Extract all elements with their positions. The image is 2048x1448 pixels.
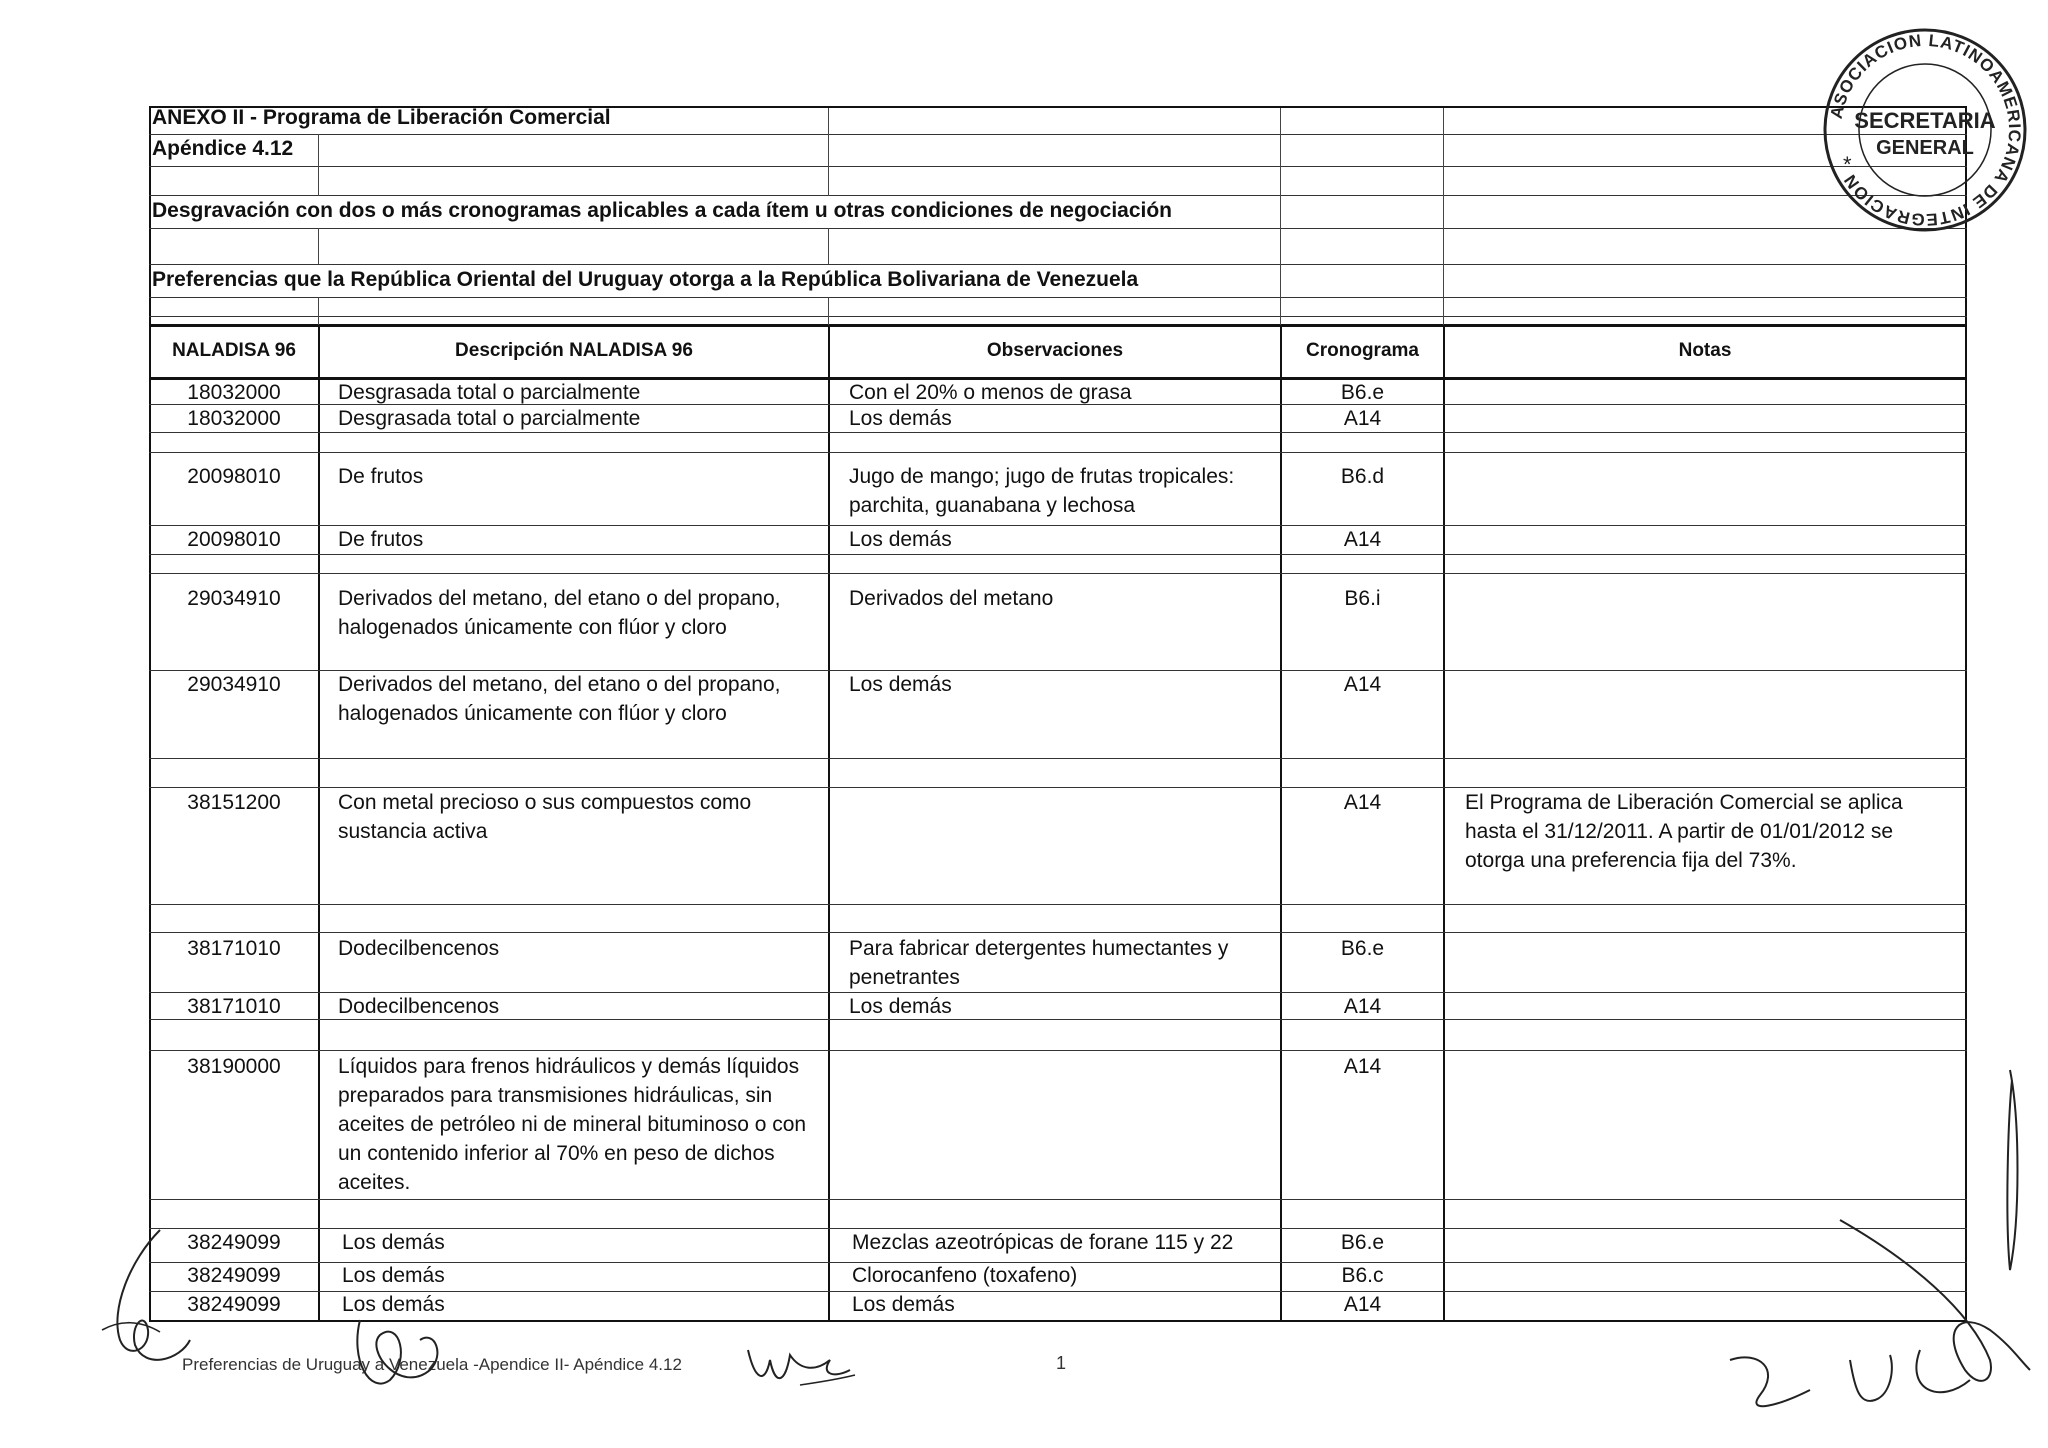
footer-text: Preferencias de Uruguay a Venezuela -Apendice II- Apéndice 4.12 bbox=[182, 1355, 682, 1374]
table-cell-desc: Dodecilbencenos bbox=[338, 937, 500, 960]
header-rule bbox=[149, 134, 1967, 135]
header-divider bbox=[318, 297, 319, 325]
table-cell-crono: B6.e bbox=[1340, 1231, 1385, 1254]
table-cell-crono: A14 bbox=[1343, 673, 1382, 696]
table-cell-obs: Jugo de mango; jugo de frutas tropicales: parchita, guanabana y lechosa bbox=[849, 465, 1235, 517]
table-cell-obs: Los demás bbox=[849, 407, 952, 430]
table-cell-obs: Derivados del metano bbox=[849, 587, 1054, 610]
table-cell-code: 20098010 bbox=[187, 528, 281, 551]
row-rule bbox=[149, 452, 1967, 453]
table-cell-obs: Para fabricar detergentes humectantes y penetrantes bbox=[849, 937, 1229, 989]
seal-stamp bbox=[1815, 20, 2035, 240]
header-divider bbox=[318, 134, 319, 196]
table-cell-obs: Los demás bbox=[849, 995, 952, 1018]
table-cell-desc: Derivados del metano, del etano o del propano, halogenados únicamente con flúor y cloro bbox=[338, 587, 781, 639]
table-cell-desc: De frutos bbox=[338, 528, 424, 551]
table-cell-crono: B6.e bbox=[1340, 381, 1385, 404]
svg-text:SECRETARIA: SECRETARIA bbox=[1854, 108, 1996, 133]
row-rule bbox=[149, 932, 1967, 933]
table-cell-code: 38249099 bbox=[187, 1231, 281, 1254]
table-cell-crono: A14 bbox=[1343, 791, 1382, 814]
table-cell-code: 29034910 bbox=[187, 587, 281, 610]
column-header-notas: Notas bbox=[1678, 340, 1732, 361]
table-cell-code: 38249099 bbox=[187, 1293, 281, 1316]
table-cell-obs: Mezclas azeotrópicas de forane 115 y 22 bbox=[852, 1231, 1234, 1254]
column-header-top-rule bbox=[149, 324, 1967, 327]
header-divider bbox=[828, 108, 829, 196]
table-cell-crono: A14 bbox=[1343, 995, 1382, 1018]
signature-right bbox=[1690, 1060, 2040, 1440]
table-cell-code: 38171010 bbox=[187, 937, 281, 960]
table-cell-crono: B6.c bbox=[1341, 1264, 1384, 1287]
header-divider bbox=[1280, 108, 1281, 298]
table-cell-code: 20098010 bbox=[187, 465, 281, 488]
header-rule bbox=[149, 264, 1967, 265]
column-header-observaciones: Observaciones bbox=[986, 340, 1124, 361]
page-number: 1 bbox=[1056, 1353, 1067, 1373]
table-cell-crono: A14 bbox=[1343, 528, 1382, 551]
svg-text:*: * bbox=[1843, 152, 1852, 177]
svg-text:ASOCIACION LATINOAMERICANA DE: ASOCIACION LATINOAMERICANA DE INTEGRACION bbox=[1826, 30, 2025, 230]
table-cell-code: 38190000 bbox=[187, 1055, 281, 1078]
subtitle: Desgravación con dos o más cronogramas aplicables a cada ítem u otras condiciones de negociación bbox=[152, 199, 1172, 222]
table-cell-desc: Los demás bbox=[342, 1293, 445, 1316]
header-divider bbox=[1443, 297, 1444, 325]
table-cell-desc: De frutos bbox=[338, 465, 424, 488]
row-rule bbox=[149, 554, 1967, 555]
column-divider bbox=[1443, 326, 1445, 1322]
table-cell-notas: El Programa de Liberación Comercial se aplica hasta el 31/12/2011. A partir de 01/01/2012 se otorga una preferencia fija del 73%. bbox=[1465, 791, 1903, 872]
signature-left bbox=[90, 1220, 290, 1380]
table-cell-crono: B6.e bbox=[1340, 937, 1385, 960]
row-rule bbox=[149, 904, 1967, 905]
header-divider bbox=[318, 228, 319, 264]
header-rule bbox=[149, 195, 1967, 196]
table-cell-desc: Líquidos para frenos hidráulicos y demás líquidos preparados para transmisiones hidráulicas, sin aceites de petróleo ni de mineral bituminoso o con un contenido inferior al 70% en peso de dichos aceites. bbox=[338, 1055, 807, 1194]
table-cell-code: 38249099 bbox=[187, 1264, 281, 1287]
table-cell-desc: Desgrasada total o parcialmente bbox=[338, 407, 641, 430]
signature-center bbox=[740, 1330, 860, 1400]
table-cell-crono: B6.i bbox=[1344, 587, 1381, 610]
header-rule bbox=[149, 166, 1967, 167]
column-divider bbox=[318, 326, 320, 1322]
row-rule bbox=[149, 758, 1967, 759]
table-cell-code: 38151200 bbox=[187, 791, 281, 814]
column-header-descripcion: Descripción NALADISA 96 bbox=[455, 340, 693, 361]
table-cell-crono: B6.d bbox=[1340, 465, 1385, 488]
header-divider bbox=[1280, 297, 1281, 325]
table-cell-desc: Con metal precioso o sus compuestos como sustancia activa bbox=[338, 791, 752, 843]
svg-text:GENERAL: GENERAL bbox=[1876, 137, 1974, 159]
annex-title: ANEXO II - Programa de Liberación Comercial bbox=[152, 106, 611, 129]
header-divider bbox=[828, 228, 829, 264]
table-cell-obs: Los demás bbox=[849, 528, 952, 551]
table-cell-code: 18032000 bbox=[187, 381, 281, 404]
signature-center-left bbox=[340, 1300, 460, 1410]
table-cell-desc: Derivados del metano, del etano o del propano, halogenados únicamente con flúor y cloro bbox=[338, 673, 781, 725]
table-cell-code: 38171010 bbox=[187, 995, 281, 1018]
table-cell-desc: Los demás bbox=[342, 1231, 445, 1254]
header-divider bbox=[1443, 108, 1444, 298]
table-cell-obs: Los demás bbox=[849, 673, 952, 696]
header-rule bbox=[149, 297, 1967, 298]
table-cell-obs: Con el 20% o menos de grasa bbox=[849, 381, 1132, 404]
table-cell-desc: Desgrasada total o parcialmente bbox=[338, 381, 641, 404]
table-cell-obs: Clorocanfeno (toxafeno) bbox=[852, 1264, 1078, 1287]
column-header-cronograma: Cronograma bbox=[1306, 340, 1419, 361]
table-cell-code: 18032000 bbox=[187, 407, 281, 430]
column-divider bbox=[828, 326, 830, 1322]
table-cell-code: 29034910 bbox=[187, 673, 281, 696]
column-header-naladisa: NALADISA 96 bbox=[172, 340, 296, 361]
table-cell-crono: A14 bbox=[1343, 1055, 1382, 1078]
header-rule bbox=[149, 316, 1967, 317]
appendix-title: Apéndice 4.12 bbox=[152, 137, 294, 160]
preferences-title: Preferencias que la República Oriental del Uruguay otorga a la República Bolivariana de Venezuela bbox=[152, 268, 1139, 291]
row-rule bbox=[149, 1050, 1967, 1051]
row-rule bbox=[149, 573, 1967, 574]
header-divider bbox=[828, 297, 829, 325]
table-cell-desc: Los demás bbox=[342, 1264, 445, 1287]
header-rule bbox=[149, 228, 1967, 229]
table-cell-desc: Dodecilbencenos bbox=[338, 995, 500, 1018]
table-cell-crono: A14 bbox=[1343, 407, 1382, 430]
table-cell-obs: Los demás bbox=[852, 1293, 955, 1316]
table-cell-crono: A14 bbox=[1343, 1293, 1382, 1316]
